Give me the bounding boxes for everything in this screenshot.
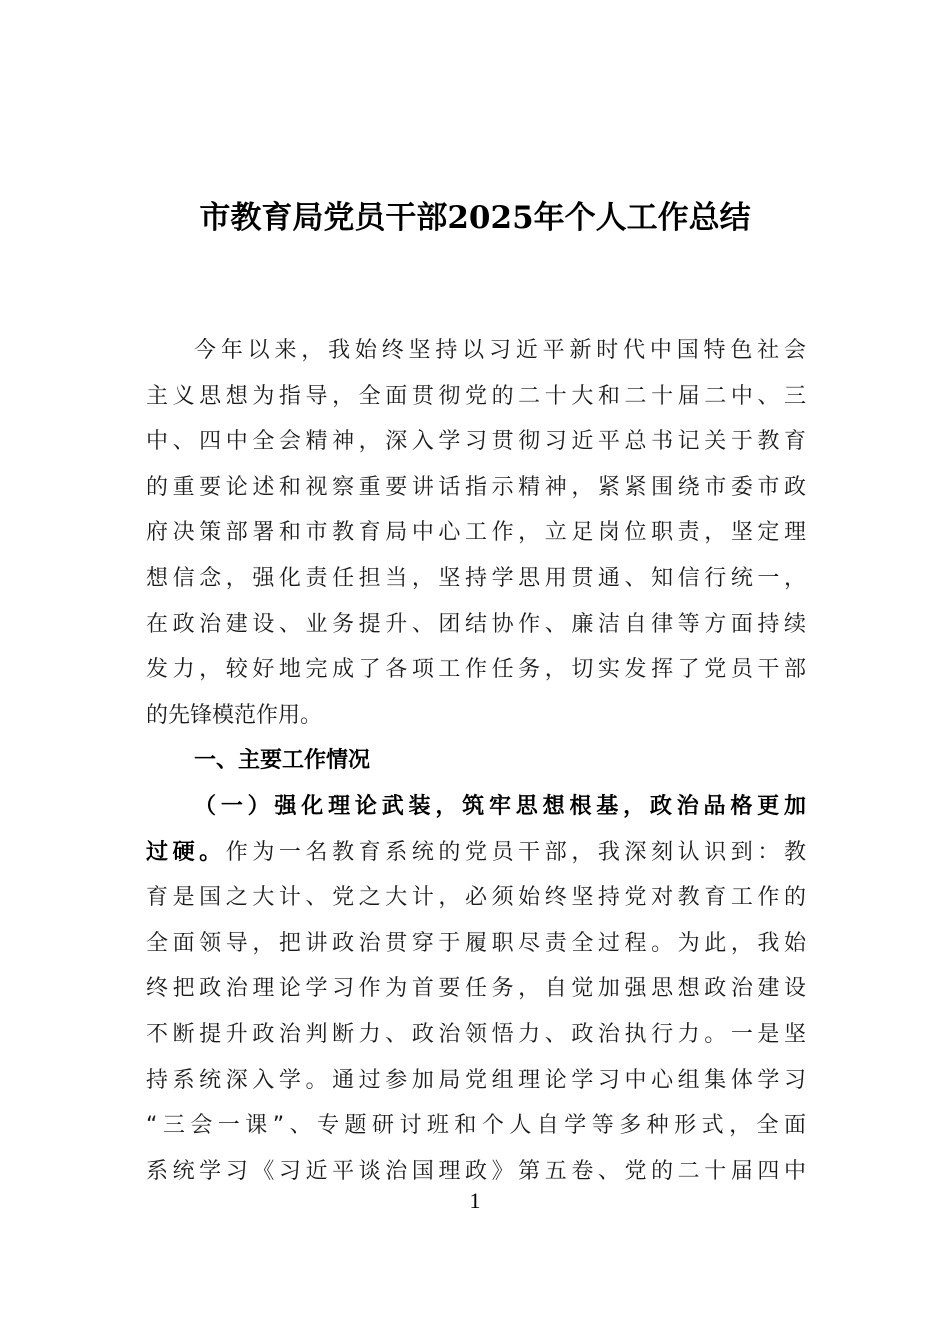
- subsection-paragraph: [146, 784, 806, 1194]
- text-line: 在政治建设、业务提升、团结协作、廉洁自律等方面持续: [146, 611, 806, 637]
- text-line: 的重要论述和视察重要讲话指示精神，紧紧围绕市委市政: [146, 474, 806, 500]
- intro-paragraph: [146, 328, 806, 738]
- text-line: 中、四中全会精神，深入学习贯彻习近平总书记关于教育: [146, 429, 806, 455]
- text-line: 不断提升政治判断力、政治领悟力、政治执行力。一是坚: [146, 1021, 806, 1047]
- text-line: “三会一课”、专题研讨班和个人自学等多种形式，全面: [146, 1113, 806, 1139]
- document-title: 市教育局党员干部2025年个人工作总结: [199, 200, 751, 236]
- text-line: 育是国之大计、党之大计，必须始终坚持党对教育工作的: [146, 885, 806, 911]
- subsection-lead: （一）强化理论武装，筑牢思想根基，政治品格更加: [194, 793, 806, 819]
- text-line: 系统学习《习近平谈治国理政》第五卷、党的二十届四中: [146, 1158, 806, 1184]
- text-line: 想信念，强化责任担当，坚持学思用贯通、知信行统一，: [146, 565, 806, 591]
- text-line: 全面领导，把讲政治贯穿于履职尽责全过程。为此，我始: [146, 930, 806, 956]
- text-line: 府决策部署和市教育局中心工作，立足岗位职责，坚定理: [146, 520, 806, 546]
- text-line: 发力，较好地完成了各项工作任务，切实发挥了党员干部: [146, 657, 806, 683]
- text-line: 今年以来，我始终坚持以习近平新时代中国特色社会: [194, 338, 806, 363]
- text-line: [146, 830, 806, 876]
- page-number: 1: [469, 1188, 481, 1213]
- section-heading: 一、主要工作情况: [194, 748, 371, 774]
- document-body: [146, 328, 806, 1194]
- text-line-rest: 作为一名教育系统的党员干部，我深刻认识到：教: [225, 839, 806, 865]
- text-line: 持系统深入学。通过参加局党组理论学习中心组集体学习: [146, 1067, 806, 1093]
- text-line: 主义思想为指导，全面贯彻党的二十大和二十届二中、三: [146, 383, 806, 409]
- subsection-lead-tail: 过硬。: [146, 839, 226, 865]
- text-line: 终把政治理论学习作为首要任务，自觉加强思想政治建设: [146, 976, 806, 1002]
- text-line: 的先锋模范作用。: [146, 702, 323, 728]
